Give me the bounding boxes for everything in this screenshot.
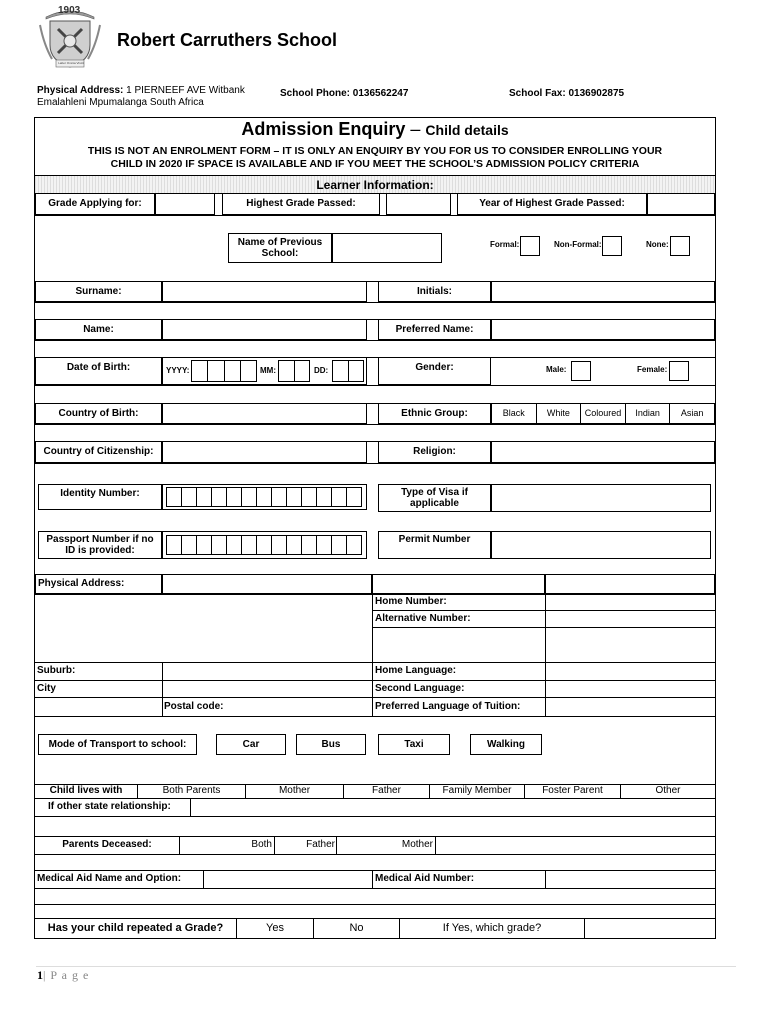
deceased-mother[interactable]: Mother (337, 836, 436, 854)
female-label: Female: (637, 365, 668, 374)
suburb-label: Suburb: (37, 665, 76, 676)
other-state-label: If other state relationship: (48, 801, 171, 812)
divider (35, 870, 715, 871)
ethnic-option[interactable]: Asian (680, 408, 704, 418)
highest-grade-label: Highest Grade Passed: (222, 193, 380, 215)
section-header: Learner Information: (35, 175, 715, 194)
passport-input[interactable] (166, 535, 362, 555)
divider (35, 904, 715, 905)
religion-input[interactable] (491, 441, 715, 463)
medical-divider (372, 870, 373, 888)
id-number-input[interactable] (166, 487, 362, 507)
which-grade-label: If Yes, which grade? (400, 918, 585, 939)
grade-applying-input[interactable] (155, 193, 215, 215)
repeated-label: Has your child repeated a Grade? (35, 918, 237, 939)
dob-month-input[interactable] (278, 360, 310, 382)
address-area (372, 594, 373, 663)
divider (372, 610, 715, 611)
lives-option[interactable]: Mother (246, 784, 344, 798)
lives-option[interactable]: Foster Parent (525, 784, 621, 798)
visa-label: Type of Visa if applicable (378, 484, 491, 512)
prev-school-input[interactable] (332, 233, 442, 263)
divider (35, 463, 715, 464)
lives-option[interactable]: Other (655, 785, 681, 796)
repeated-yes[interactable]: Yes (237, 918, 314, 939)
address-area (162, 662, 163, 716)
lives-with-row (35, 784, 715, 798)
deceased-both[interactable]: Both (180, 836, 275, 854)
non-formal-label: Non-Formal: (554, 240, 602, 249)
medical-divider (545, 870, 546, 888)
divider (35, 594, 715, 595)
name-label: Name: (35, 319, 162, 340)
city-label: City (37, 683, 56, 694)
school-phone: School Phone: 0136562247 (280, 88, 409, 99)
ethnic-option[interactable]: Black (492, 404, 537, 423)
school-fax: School Fax: 0136902875 (509, 88, 625, 99)
dob-year-input[interactable] (191, 360, 257, 382)
postal-code-label: Postal code: (164, 701, 224, 712)
dob-label: Date of Birth: (35, 357, 162, 385)
home-number-label: Home Number: (375, 596, 447, 607)
religion-label: Religion: (378, 441, 491, 463)
initials-input[interactable] (491, 281, 715, 302)
lives-with-label: Child lives with (35, 784, 138, 798)
formal-label: Formal: (490, 240, 520, 249)
grade-applying-label: Grade Applying for: (35, 193, 155, 215)
gender-label: Gender: (378, 357, 491, 385)
citizenship-input[interactable] (162, 441, 367, 463)
other-state-divider (190, 798, 191, 816)
dd-label: DD: (314, 366, 329, 375)
address-label: Physical Address: (37, 85, 124, 96)
country-birth-input[interactable] (162, 403, 367, 424)
divider (35, 680, 715, 681)
second-language-label: Second Language: (375, 683, 465, 694)
crest-motto: Labor Omnia Vincit (58, 61, 84, 65)
preferred-name-input[interactable] (491, 319, 715, 340)
divider (35, 716, 715, 717)
deceased-father[interactable]: Father (275, 836, 337, 854)
formal-checkbox[interactable] (520, 236, 540, 256)
transport-bus[interactable]: Bus (296, 734, 366, 755)
transport-label: Mode of Transport to school: (38, 734, 197, 755)
surname-label: Surname: (35, 281, 162, 302)
transport-walking[interactable]: Walking (470, 734, 542, 755)
ethnic-group-label: Ethnic Group: (378, 403, 491, 424)
address-area (545, 662, 546, 716)
alt-number-label: Alternative Number: (375, 613, 471, 624)
page-number: 1| P a g e (37, 968, 90, 982)
permit-label: Permit Number (378, 531, 491, 559)
divider (35, 662, 715, 663)
divider (35, 302, 715, 303)
year-highest-label: Year of Highest Grade Passed: (457, 193, 647, 215)
passport-label: Passport Number if no ID is provided: (38, 531, 162, 559)
prev-school-label: Name of Previous School: (228, 233, 332, 263)
lives-option[interactable]: Father (344, 784, 430, 798)
home-language-label: Home Language: (375, 665, 457, 676)
address-area (545, 594, 546, 663)
surname-input[interactable] (162, 281, 367, 302)
mm-label: MM: (260, 366, 276, 375)
medical-divider (203, 870, 204, 888)
highest-grade-input[interactable] (386, 193, 451, 215)
medical-number-label: Medical Aid Number: (375, 873, 475, 884)
ethnic-options (491, 403, 715, 424)
visa-input[interactable] (491, 484, 711, 512)
divider (35, 340, 715, 341)
address-extra (372, 574, 545, 594)
form-title: Admission Enquiry – Child details (241, 119, 509, 139)
female-checkbox[interactable] (669, 361, 689, 381)
footer-rule (36, 966, 736, 967)
divider (35, 816, 715, 817)
transport-car[interactable]: Car (216, 734, 286, 755)
form-notice: THIS IS NOT AN ENROLMENT FORM – IT IS ONLY AN ENQUIRY BY YOU FOR US TO CONSIDER ENROLLING YOUR CHILD IN 2020 IF SPACE IS AVAILABLE AND IF YOU MEET THE SCHOOL’S ADMISSION POLICY CRITERIA (87, 145, 663, 170)
id-number-label: Identity Number: (38, 484, 162, 510)
year-highest-input[interactable] (647, 193, 715, 215)
address-area (372, 662, 373, 716)
non-formal-checkbox[interactable] (602, 236, 622, 256)
deceased-row (35, 836, 715, 854)
none-label: None: (646, 240, 669, 249)
citizenship-label: Country of Citizenship: (35, 441, 162, 463)
ethnic-option[interactable]: White (537, 404, 582, 423)
name-input[interactable] (162, 319, 367, 340)
divider (35, 424, 715, 425)
initials-label: Initials: (378, 281, 491, 302)
divider (35, 385, 715, 386)
male-checkbox[interactable] (571, 361, 591, 381)
country-birth-label: Country of Birth: (35, 403, 162, 424)
tuition-language-label: Preferred Language of Tuition: (375, 701, 521, 712)
school-address (37, 85, 245, 109)
physical-address-input[interactable] (162, 574, 372, 594)
school-crest-logo (38, 5, 102, 71)
divider (35, 697, 715, 698)
dob-day-input[interactable] (332, 360, 364, 382)
male-label: Male: (546, 365, 567, 374)
divider (35, 798, 715, 799)
transport-taxi[interactable]: Taxi (378, 734, 450, 755)
physical-address-label: Physical Address: (35, 574, 162, 594)
repeated-row (35, 918, 715, 939)
address-extra (545, 574, 715, 594)
lives-option[interactable]: Both Parents (138, 784, 246, 798)
preferred-name-label: Preferred Name: (378, 319, 491, 340)
none-checkbox[interactable] (670, 236, 690, 256)
divider (35, 854, 715, 855)
divider (372, 627, 715, 628)
deceased-label: Parents Deceased: (35, 836, 180, 854)
divider (35, 215, 715, 216)
lives-option[interactable]: Family Member (430, 784, 525, 798)
school-name: Robert Carruthers School (117, 30, 338, 50)
address-line1: 1 PIERNEEF AVE Witbank (126, 85, 245, 96)
repeated-no[interactable]: No (314, 918, 400, 939)
address-line2: Emalahleni Mpumalanga South Africa (37, 97, 204, 108)
crest-year: 1903 (58, 5, 81, 16)
medical-aid-label: Medical Aid Name and Option: (37, 873, 182, 884)
permit-input[interactable] (491, 531, 711, 559)
divider (35, 888, 715, 889)
ethnic-option[interactable]: Coloured (581, 404, 626, 423)
ethnic-option[interactable]: Indian (626, 404, 671, 423)
yyyy-label: YYYY: (166, 366, 190, 375)
